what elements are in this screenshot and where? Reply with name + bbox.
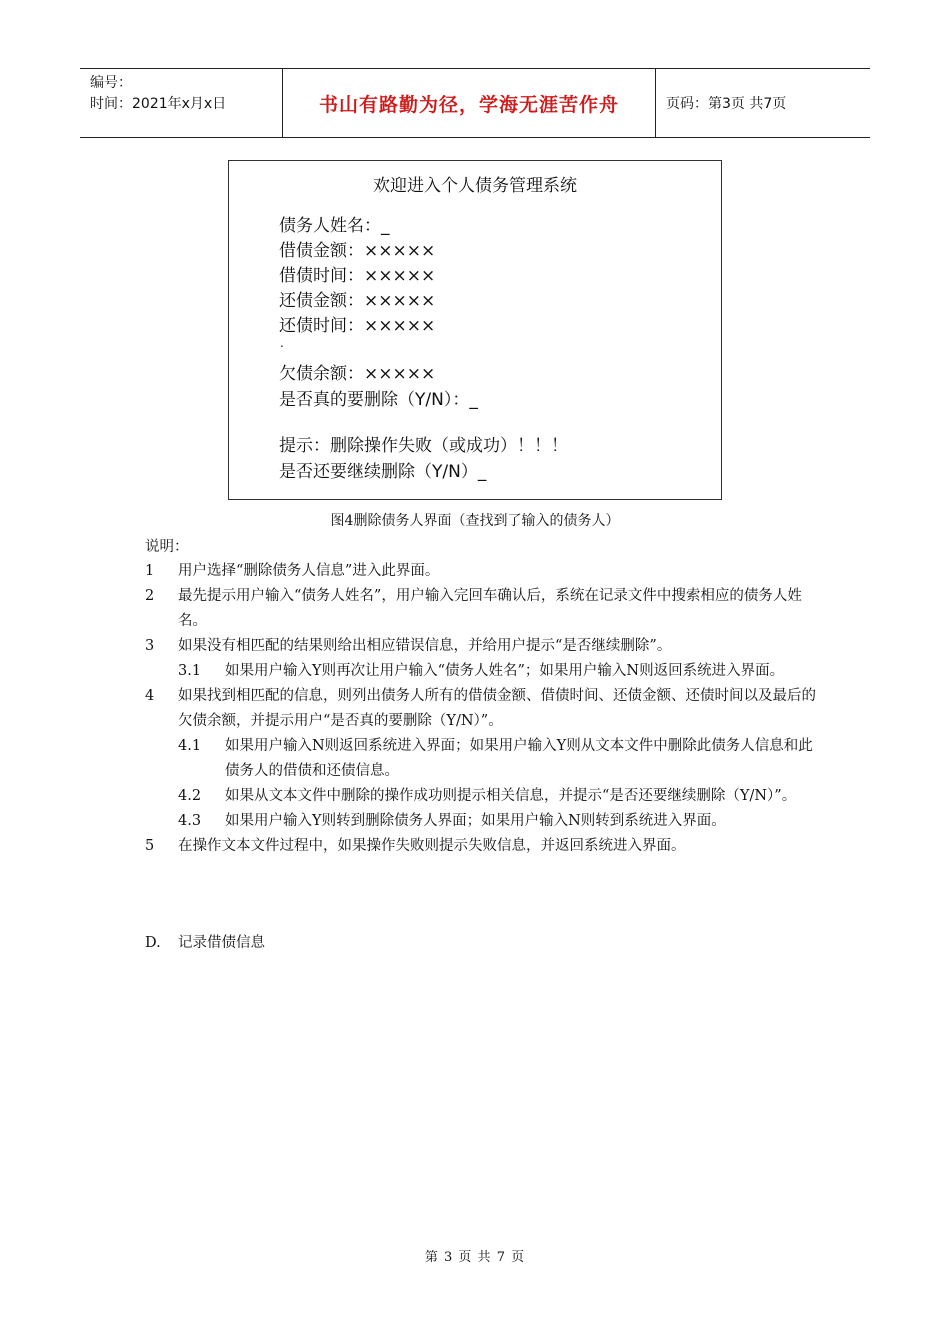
item-text: 如果用户输入Y则再次让用户输入“债务人姓名”；如果用户输入N则返回系统进入界面。 xyxy=(225,663,785,679)
screen-line-debtor-name: 债务人姓名：_ xyxy=(279,216,390,236)
list-item xyxy=(145,684,817,734)
item-number: 4 xyxy=(145,688,155,704)
sub-list-item xyxy=(145,784,817,809)
screen-title: 欢迎进入个人债务管理系统 xyxy=(373,176,577,196)
list-item xyxy=(145,834,817,859)
item-text: 如果用户输入Y则转到删除债务人界面；如果用户输入N则转到系统进入界面。 xyxy=(225,813,726,829)
item-text: 在操作文本文件过程中，如果操作失败则提示失败信息，并返回系统进入界面。 xyxy=(178,838,686,854)
description xyxy=(145,535,817,859)
sub-list-item xyxy=(145,734,817,784)
delete-debtor-screen xyxy=(228,160,722,500)
item-text: 如果从文本文件中删除的操作成功则提示相关信息，并提示“是否还要继续删除（Y/N）”。 xyxy=(225,788,797,804)
list-item xyxy=(145,559,817,584)
screen-line-borrow-amount: 借债金额：××××× xyxy=(279,241,436,261)
item-text: 如果用户输入N则返回系统进入界面；如果用户输入Y则从文本文件中删除此债务人信息和此债务人的借债和还债信息。 xyxy=(225,738,813,779)
screen-line-borrow-time: 借债时间：××××× xyxy=(279,266,436,286)
section-title: 记录借债信息 xyxy=(178,935,265,951)
page-header xyxy=(80,68,870,138)
item-number: 4.1 xyxy=(178,738,202,754)
figure-caption: 图4删除债务人界面（查找到了输入的债务人） xyxy=(330,513,620,529)
screen-line-hint: 提示：删除操作失败（或成功）！！！ xyxy=(279,436,568,456)
screen-line-repay-amount: 还债金额：××××× xyxy=(279,291,436,311)
item-number: 4.3 xyxy=(178,813,202,829)
item-number: 3.1 xyxy=(178,663,202,679)
header-motto: 书山有路勤为径，学海无涯苦作舟 xyxy=(282,69,656,137)
screen-line-continue-delete: 是否还要继续删除（Y/N）_ xyxy=(279,462,487,482)
section-number: D. xyxy=(145,935,161,951)
item-text: 如果没有相匹配的结果则给出相应错误信息，并给用户提示“是否继续删除”。 xyxy=(178,638,672,654)
item-number: 3 xyxy=(145,638,155,654)
description-label: 说明： xyxy=(145,539,189,555)
header-page-label: 页码：第3页 共7页 xyxy=(666,96,787,112)
section-heading xyxy=(145,931,265,952)
sub-list-item xyxy=(145,809,817,834)
screen-line-balance: 欠债余额：××××× xyxy=(279,364,436,384)
screen-line-confirm-delete: 是否真的要删除（Y/N）：_ xyxy=(279,390,478,410)
screen-line-repay-time: 还债时间：××××× xyxy=(279,316,436,336)
item-number: 1 xyxy=(145,563,155,579)
page-footer: 第 3 页 共 7 页 xyxy=(424,1250,526,1265)
list-item xyxy=(145,634,817,659)
header-info xyxy=(80,69,282,137)
item-text: 如果找到相匹配的信息，则列出债务人所有的借债金额、借债时间、还债金额、还债时间以及最后的欠债余额，并提示用户“是否真的要删除（Y/N）”。 xyxy=(178,688,816,729)
item-text: 最先提示用户输入“债务人姓名”，用户输入完回车确认后，系统在记录文件中搜索相应的债务人姓名。 xyxy=(178,588,802,629)
item-number: 2 xyxy=(145,588,155,604)
number-label: 编号： xyxy=(90,75,132,91)
list-item xyxy=(145,584,817,634)
item-text: 用户选择“删除债务人信息”进入此界面。 xyxy=(178,563,440,579)
time-label: 时间：2021年x月x日 xyxy=(90,96,227,112)
item-number: 5 xyxy=(145,838,155,854)
sub-list-item xyxy=(145,659,817,684)
item-number: 4.2 xyxy=(178,788,202,804)
screen-dot: . xyxy=(280,336,284,350)
